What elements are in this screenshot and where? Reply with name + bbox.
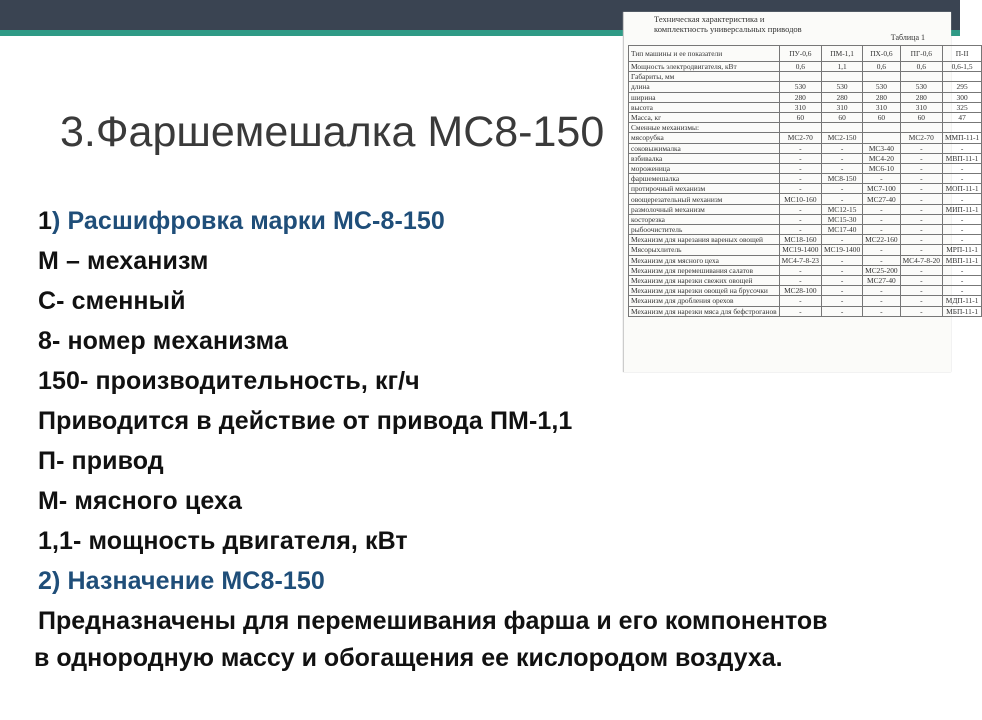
- table-cell: МС19-1400: [779, 245, 821, 255]
- table-cell: -: [779, 225, 821, 235]
- table-cell: МС17-40: [822, 225, 863, 235]
- table-cell: 280: [900, 92, 942, 102]
- table-cell: [822, 123, 863, 133]
- table-cell: -: [942, 265, 981, 275]
- content-line: [38, 441, 938, 481]
- table-cell: -: [822, 306, 863, 316]
- table-cell: 60: [779, 112, 821, 122]
- table-cell: мясорубка: [629, 133, 780, 143]
- table-cell: -: [822, 235, 863, 245]
- table-heading: [654, 14, 802, 34]
- line-text: 2) Назначение МС8-150: [38, 567, 325, 595]
- table-cell: -: [900, 214, 942, 224]
- line-text: 1,1- мощность двигателя, кВт: [38, 527, 408, 555]
- table-cell: -: [942, 143, 981, 153]
- table-cell: овощерезательный механизм: [629, 194, 780, 204]
- table-cell: МС28-100: [779, 286, 821, 296]
- table-cell: МС4-7-8-23: [779, 255, 821, 265]
- table-cell: взбивалка: [629, 153, 780, 163]
- table-cell: 530: [779, 82, 821, 92]
- table-cell: косторезка: [629, 214, 780, 224]
- table-cell: МС4-20: [863, 153, 900, 163]
- content-line: [38, 401, 938, 441]
- table-cell: Механизм для перемешивания салатов: [629, 265, 780, 275]
- table-row: [629, 82, 982, 92]
- table-cell: длина: [629, 82, 780, 92]
- table-cell: 280: [822, 92, 863, 102]
- table-cell: -: [779, 163, 821, 173]
- table-cell: -: [863, 286, 900, 296]
- table-cell: -: [822, 296, 863, 306]
- table-cell: -: [863, 306, 900, 316]
- table-cell: -: [900, 245, 942, 255]
- table-cell: высота: [629, 102, 780, 112]
- table-row: [629, 133, 982, 143]
- line-text: П- привод: [38, 447, 164, 475]
- table-cell: -: [822, 275, 863, 285]
- table-cell: 0,6-1,5: [942, 62, 981, 72]
- table-cell: -: [900, 204, 942, 214]
- table-cell: [900, 123, 942, 133]
- table-cell: 0,6: [900, 62, 942, 72]
- content-line: [38, 281, 938, 321]
- table-cell: -: [779, 143, 821, 153]
- table-cell: -: [900, 306, 942, 316]
- content-line: [38, 561, 938, 601]
- table-cell: 0,6: [863, 62, 900, 72]
- table-cell: Мясорыхлитель: [629, 245, 780, 255]
- table-cell: -: [942, 225, 981, 235]
- table-cell: Габариты, мм: [629, 72, 780, 82]
- table-heading-line1: Техническая характеристика и: [654, 14, 765, 24]
- table-header-cell: Тип машины и ее показатели: [629, 46, 780, 62]
- table-cell: -: [900, 275, 942, 285]
- table-cell: -: [942, 174, 981, 184]
- table-cell: [900, 72, 942, 82]
- table-cell: МС2-70: [900, 133, 942, 143]
- table-cell: 310: [779, 102, 821, 112]
- content-line: [38, 201, 938, 241]
- purpose-line2: в однородную массу и обогащения ее кислородом воздуха.: [34, 644, 783, 672]
- table-cell: -: [942, 194, 981, 204]
- table-cell: -: [900, 286, 942, 296]
- table-cell: -: [779, 174, 821, 184]
- table-cell: МС8-150: [822, 174, 863, 184]
- table-header-cell: ПУ-0,6: [779, 46, 821, 62]
- table-cell: МС7-100: [863, 184, 900, 194]
- table-cell: -: [863, 255, 900, 265]
- table-cell: МС19-1400: [822, 245, 863, 255]
- table-cell: 47: [942, 112, 981, 122]
- table-cell: МС4-7-8-20: [900, 255, 942, 265]
- table-cell: -: [822, 143, 863, 153]
- table-cell: 530: [822, 82, 863, 92]
- table-cell: 300: [942, 92, 981, 102]
- line-text: М – механизм: [38, 247, 209, 275]
- table-cell: -: [900, 174, 942, 184]
- table-cell: МС15-30: [822, 214, 863, 224]
- table-cell: 295: [942, 82, 981, 92]
- line-text: 8- номер механизма: [38, 327, 288, 355]
- table-cell: 280: [779, 92, 821, 102]
- table-cell: Сменные механизмы:: [629, 123, 780, 133]
- table-cell: МДП-11-1: [942, 296, 981, 306]
- table-cell: 530: [900, 82, 942, 92]
- table-cell: Механизм для дробления орехов: [629, 296, 780, 306]
- table-row: [629, 123, 982, 133]
- table-cell: 60: [863, 112, 900, 122]
- table-cell: соковыжималка: [629, 143, 780, 153]
- table-cell: -: [779, 275, 821, 285]
- table-row: [629, 102, 982, 112]
- table-caption: Таблица 1: [890, 33, 925, 42]
- table-row: [629, 163, 982, 173]
- table-row: [629, 153, 982, 163]
- table-cell: МОП-11-1: [942, 184, 981, 194]
- table-cell: фаршемешалка: [629, 174, 780, 184]
- table-cell: -: [822, 184, 863, 194]
- table-cell: 60: [900, 112, 942, 122]
- table-row: [629, 184, 982, 194]
- table-cell: 0,6: [779, 62, 821, 72]
- table-cell: -: [900, 184, 942, 194]
- table-cell: [942, 123, 981, 133]
- purpose-line1: Предназначены для перемешивания фарша и его компонентов: [38, 607, 828, 635]
- table-cell: -: [900, 235, 942, 245]
- table-cell: ММП-11-1: [942, 133, 981, 143]
- table-cell: -: [863, 245, 900, 255]
- table-cell: МС2-70: [779, 133, 821, 143]
- table-cell: -: [900, 163, 942, 173]
- table-cell: МВП-11-1: [942, 255, 981, 265]
- table-cell: МС25-200: [863, 265, 900, 275]
- table-cell: -: [822, 153, 863, 163]
- table-cell: 1,1: [822, 62, 863, 72]
- table-cell: 280: [863, 92, 900, 102]
- content-line: [38, 521, 938, 561]
- table-header-cell: П-II: [942, 46, 981, 62]
- table-cell: [822, 72, 863, 82]
- table-cell: -: [822, 286, 863, 296]
- table-cell: -: [822, 163, 863, 173]
- table-cell: МС10-160: [779, 194, 821, 204]
- table-cell: ширина: [629, 92, 780, 102]
- table-row: [629, 62, 982, 72]
- table-cell: -: [779, 153, 821, 163]
- table-cell: -: [900, 225, 942, 235]
- table-cell: МС3-40: [863, 143, 900, 153]
- table-cell: Мощность электродвигателя, кВт: [629, 62, 780, 72]
- table-cell: Механизм для нарезки свежих овощей: [629, 275, 780, 285]
- table-cell: 60: [822, 112, 863, 122]
- table-cell: -: [942, 275, 981, 285]
- table-cell: -: [822, 194, 863, 204]
- table-row: [629, 72, 982, 82]
- table-cell: МС6-10: [863, 163, 900, 173]
- table-cell: [779, 72, 821, 82]
- content-line: [38, 321, 938, 361]
- table-cell: Механизм для нарезки овощей на брусочки: [629, 286, 780, 296]
- table-cell: МВП-11-1: [942, 153, 981, 163]
- content-line: [38, 241, 938, 281]
- table-row: [629, 92, 982, 102]
- table-cell: МС12-15: [822, 204, 863, 214]
- table-cell: -: [900, 143, 942, 153]
- table-cell: -: [863, 225, 900, 235]
- table-cell: -: [900, 296, 942, 306]
- table-cell: размолочный механизм: [629, 204, 780, 214]
- table-cell: Механизм для нарезки мяса для бефстроганов: [629, 306, 780, 316]
- table-row: [629, 112, 982, 122]
- table-row: [629, 143, 982, 153]
- table-cell: МС2-150: [822, 133, 863, 143]
- table-cell: Механизм для мясного цеха: [629, 255, 780, 265]
- table-cell: протирочный механизм: [629, 184, 780, 194]
- table-cell: [863, 123, 900, 133]
- table-cell: 325: [942, 102, 981, 112]
- table-cell: [863, 72, 900, 82]
- table-cell: [779, 123, 821, 133]
- line-text: ) Расшифровка марки МС-8-150: [52, 207, 445, 235]
- table-cell: -: [900, 153, 942, 163]
- table-cell: -: [863, 174, 900, 184]
- table-cell: [942, 72, 981, 82]
- table-cell: рыбоочиститель: [629, 225, 780, 235]
- line-text: М- мясного цеха: [38, 487, 243, 515]
- table-heading-line2: комплектность универсальных приводов: [654, 24, 802, 34]
- table-cell: -: [779, 306, 821, 316]
- table-cell: МС27-40: [863, 275, 900, 285]
- line-number: 1: [38, 207, 53, 235]
- table-cell: -: [779, 296, 821, 306]
- table-cell: -: [942, 235, 981, 245]
- table-cell: -: [900, 265, 942, 275]
- table-cell: -: [942, 163, 981, 173]
- table-cell: МБП-11-1: [942, 306, 981, 316]
- slide-title: 3.Фаршемешалка МС8-150: [60, 108, 605, 156]
- line-text: С- сменный: [38, 287, 186, 315]
- table-cell: -: [942, 286, 981, 296]
- table-cell: -: [779, 184, 821, 194]
- line-text: Приводится в действие от привода ПМ-1,1: [38, 407, 573, 435]
- table-cell: -: [822, 255, 863, 265]
- table-cell: -: [822, 265, 863, 275]
- table-cell: -: [779, 265, 821, 275]
- table-cell: 310: [863, 102, 900, 112]
- table-cell: [863, 133, 900, 143]
- content-line: [38, 481, 938, 521]
- table-cell: 530: [863, 82, 900, 92]
- table-cell: мороженица: [629, 163, 780, 173]
- table-cell: 310: [822, 102, 863, 112]
- line-text: 150- производительность, кг/ч: [38, 367, 420, 395]
- table-cell: МС22-160: [863, 235, 900, 245]
- table-header-cell: ПХ-0,6: [863, 46, 900, 62]
- table-cell: МС18-160: [779, 235, 821, 245]
- table-cell: -: [779, 204, 821, 214]
- table-cell: -: [863, 214, 900, 224]
- content-line: [38, 361, 938, 401]
- table-row: [629, 174, 982, 184]
- table-cell: 310: [900, 102, 942, 112]
- purpose-paragraph: [34, 603, 938, 677]
- table-header-cell: ПГ-0,6: [900, 46, 942, 62]
- table-cell: -: [942, 214, 981, 224]
- table-cell: МИП-11-1: [942, 204, 981, 214]
- table-cell: -: [900, 194, 942, 204]
- table-cell: -: [863, 296, 900, 306]
- table-cell: Механизм для нарезания вареных овощей: [629, 235, 780, 245]
- table-cell: -: [779, 214, 821, 224]
- content-block: [34, 201, 938, 677]
- table-cell: Масса, кг: [629, 112, 780, 122]
- table-cell: МРП-11-1: [942, 245, 981, 255]
- table-header-cell: ПМ-1,1: [822, 46, 863, 62]
- table-cell: МС27-40: [863, 194, 900, 204]
- table-cell: -: [863, 204, 900, 214]
